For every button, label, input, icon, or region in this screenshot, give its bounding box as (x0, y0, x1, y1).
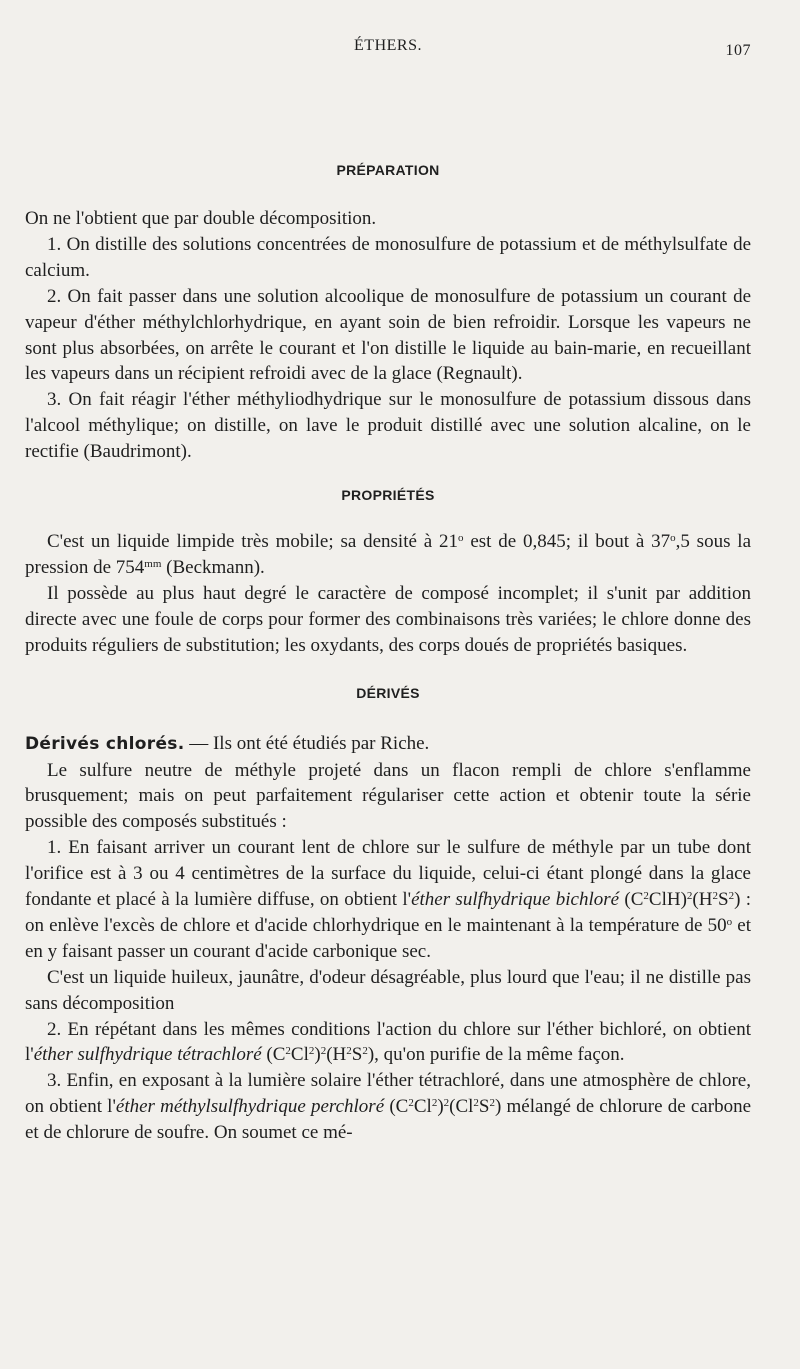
text: 1. On distille des solutions concentrées de monosulfure de potassium et de méthylsulfate de calcium. (25, 233, 751, 281)
text: est de 0,845; il bout à 37 (463, 531, 671, 553)
formula: ) (314, 1044, 321, 1066)
text: 1. En faisant arriver un courant lent de chlore sur le sulfure de méthyle par un tube dont l'orifice est à 3 ou 4 centimètres de la surface du liquide, celui-ci étant plongé dans la glace fondante et placé à la lumière diffuse, on obtient l' (25, 837, 751, 911)
paragraph (25, 232, 751, 284)
paragraph (25, 581, 751, 659)
formula: Cl (290, 1044, 309, 1066)
compound-name: éther méthylsulfhydrique perchloré (115, 1096, 385, 1118)
superscript: 2 (362, 1045, 368, 1058)
superscript: 2 (473, 1097, 479, 1110)
paragraph (25, 731, 751, 758)
heading-derives: DÉRIVÉS (356, 684, 420, 701)
text: C'est un liquide limpide très mobile; sa densité à 21 (47, 531, 458, 553)
text: ), qu'on purifie de la même façon. (367, 1044, 625, 1066)
compound-name: éther sulfhydrique tétrachloré (33, 1044, 262, 1066)
superscript: mm (144, 557, 162, 570)
run-in-heading: Dérivés chlorés. (25, 733, 185, 754)
heading-preparation: PRÉPARATION (336, 162, 440, 178)
superscript: 2 (320, 1045, 327, 1058)
text: C'est un liquide huileux, jaunâtre, d'odeur désagréable, plus lourd que l'eau; il ne distille pas sans décomposition (25, 966, 751, 1014)
paragraph (25, 206, 751, 232)
text: 3. Enfin, en exposant à la lumière solaire l'éther tétrachloré, dans une atmosphère de chlore, on obtient l' (25, 1070, 751, 1118)
formula: Cl (413, 1096, 432, 1118)
superscript: 2 (643, 890, 649, 903)
formula: S (478, 1096, 490, 1118)
superscript: 2 (686, 890, 693, 903)
text: ,5 sous la pression de 754 (25, 531, 752, 578)
superscript: 2 (308, 1045, 315, 1058)
formula: (H (326, 1044, 347, 1066)
superscript: o (458, 532, 464, 545)
superscript: 2 (728, 890, 735, 903)
running-title: ÉTHERS. (354, 37, 422, 54)
compound-name: éther sulfhydrique bichloré (411, 889, 620, 911)
formula: (C (619, 889, 644, 911)
formula: S (351, 1044, 363, 1066)
formula: (H (692, 889, 713, 911)
text: 2. On fait passer dans une solution alcoolique de monosulfure de potassium un courant de vapeur d'éther méthylchlorhydrique, en ayant soin de bien refroidir. Lorsque les vapeurs ne sont plus absorbées, on arrête le courant et l'on distille le liquide au bain-marie, en recueillant les vapeurs dans un récipient refroidi avec de la glace (Regnault). (25, 285, 751, 385)
formula: ClH) (648, 889, 687, 911)
superscript: 2 (346, 1045, 352, 1058)
superscript: 2 (408, 1097, 414, 1110)
formula: ) (437, 1096, 444, 1118)
text: et en y faisant passer un courant d'acide carbonique sec. (25, 914, 751, 962)
text: Le sulfure neutre de méthyle projeté dans un flacon rempli de chlore s'enflamme brusquement; mais on peut parfaitement régulariser cette action et obtenir toute la série possible des composés substitués : (25, 759, 751, 833)
text: ) mélangé de chlorure de carbone et de chlorure de soufre. On soumet ce mé- (25, 1096, 751, 1144)
formula: S (717, 889, 729, 911)
paragraph (25, 1017, 751, 1069)
formula: (C (261, 1044, 286, 1066)
formula: (C (384, 1096, 409, 1118)
paragraph (25, 758, 751, 836)
page-number: 107 (725, 42, 751, 59)
running-head (25, 34, 751, 60)
formula: (Cl (449, 1096, 474, 1118)
text: On ne l'obtient que par double décomposition. (25, 208, 377, 229)
text: (Beckmann). (161, 556, 265, 578)
text: Il possède au plus haut degré le caractère de composé incomplet; il s'unit par addition directe avec une foule de corps pour former des combinaisons très variées; le chlore donne des produits réguliers de substitution; les oxydants, des corps doués de propriétés basiques. (25, 582, 751, 656)
text: ) : on enlève l'excès de chlore et d'acide chlorhydrique en le maintenant à la température de 50 (25, 889, 752, 936)
paragraph (25, 284, 751, 388)
superscript: 2 (285, 1045, 291, 1058)
paragraph (25, 965, 751, 1017)
text: — Ils ont été étudiés par Riche. (184, 732, 430, 754)
heading-proprietes: PROPRIÉTÉS (341, 487, 435, 504)
paragraph (25, 529, 751, 581)
text: 3. On fait réagir l'éther méthyliodhydrique sur le monosulfure de potassium dissous dans l'alcool méthylique; on distille, on lave le produit distillé avec une solution alcaline, on le rectifie (Baudrimont). (25, 389, 751, 463)
superscript: 2 (712, 890, 718, 903)
superscript: o (670, 532, 676, 545)
superscript: 2 (489, 1097, 495, 1110)
superscript: 2 (443, 1097, 450, 1110)
text: 2. En répétant dans les mêmes conditions l'action du chlore sur l'éther bichloré, on obtient l' (25, 1018, 751, 1066)
superscript: 2 (431, 1097, 438, 1110)
paragraph (25, 387, 751, 465)
superscript: o (726, 915, 733, 928)
paragraph (25, 835, 751, 965)
paragraph (25, 1068, 751, 1146)
